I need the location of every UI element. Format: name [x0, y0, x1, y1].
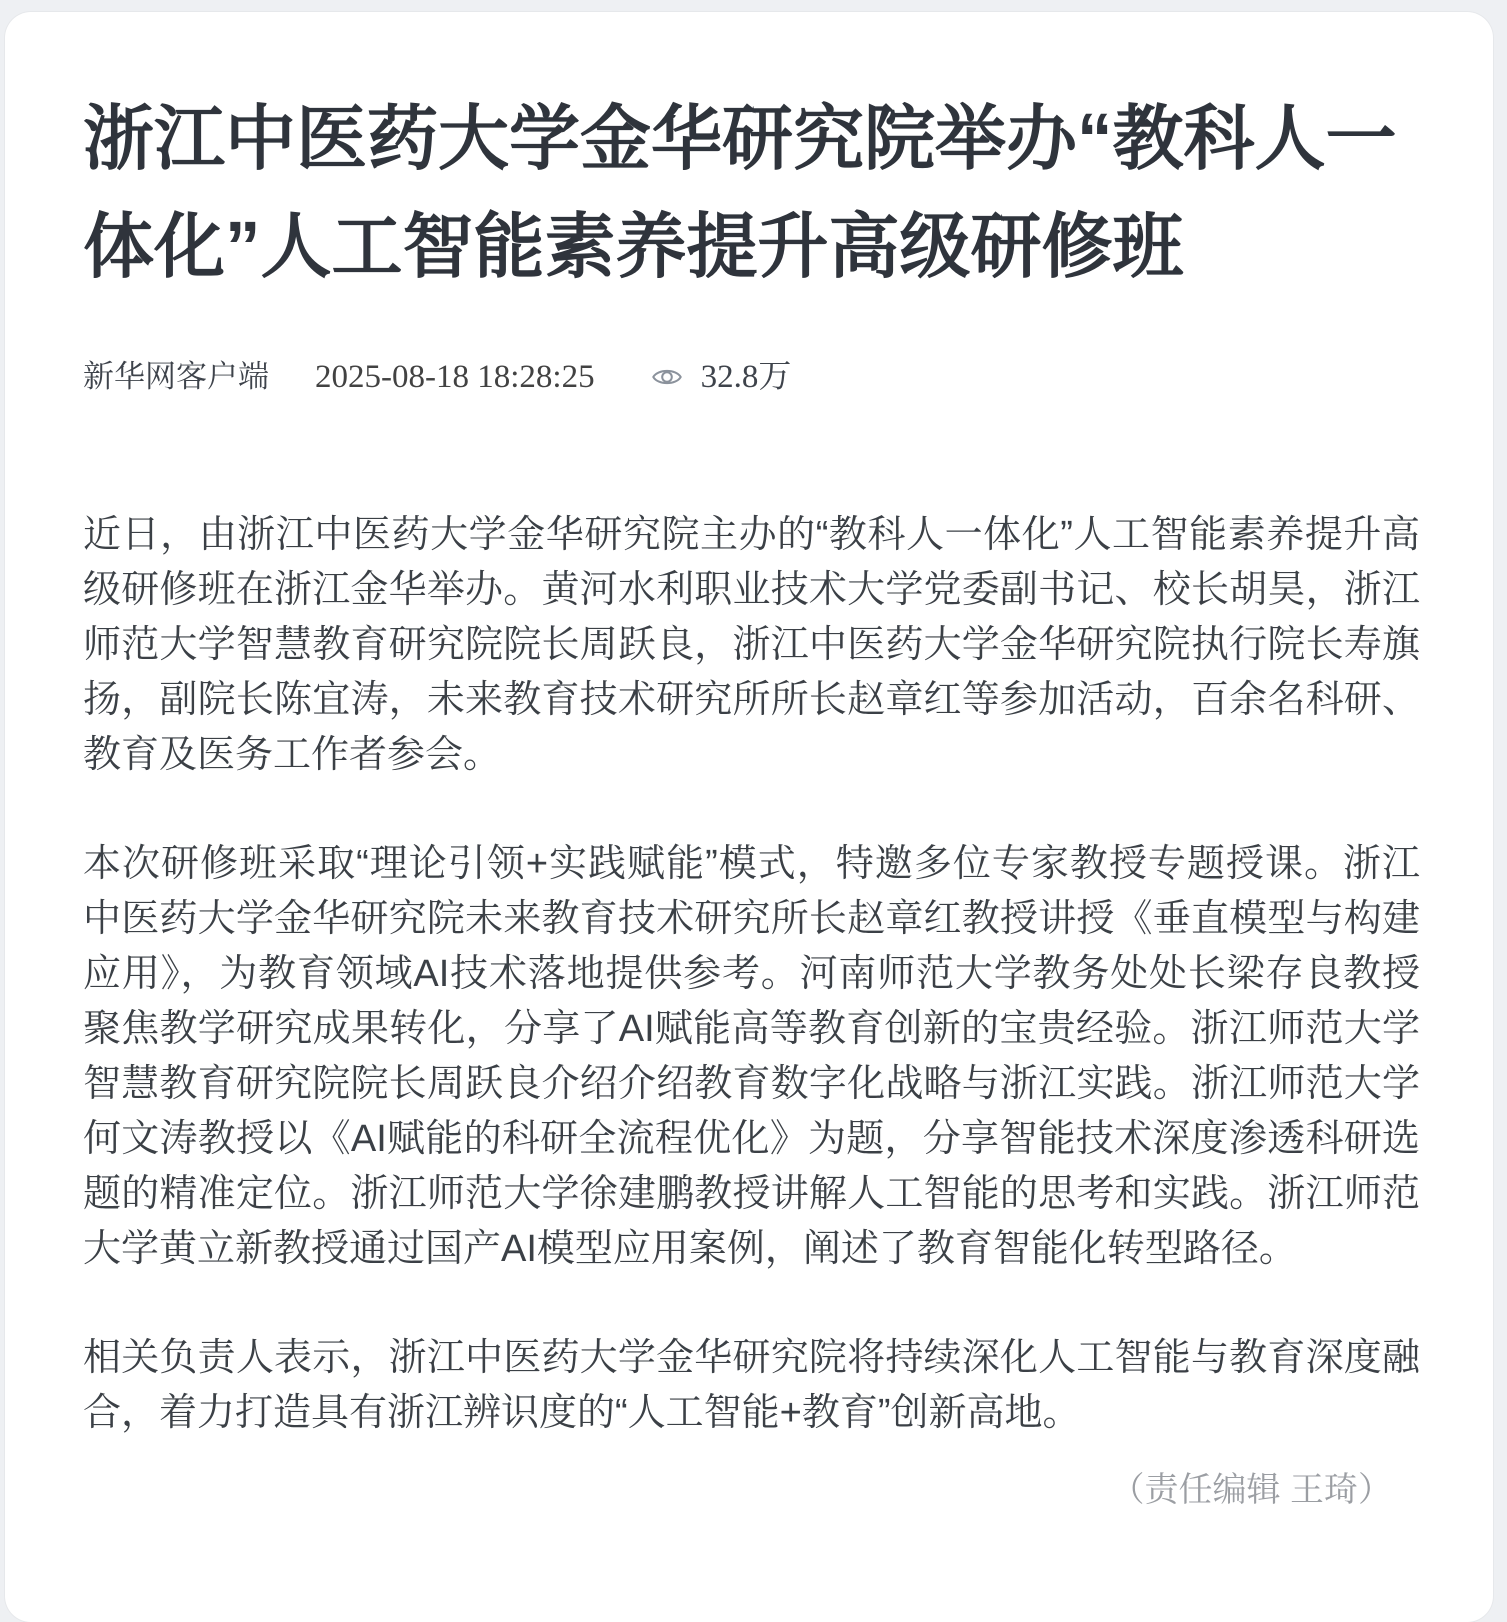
publish-datetime: 2025-08-18 18:28:25	[315, 359, 595, 395]
view-counter	[645, 354, 792, 400]
article-body	[83, 508, 1420, 1441]
editor-note: （责任编辑 王琦）	[1110, 1471, 1392, 1509]
article-card	[5, 12, 1493, 1622]
article-title: 浙江中医药大学金华研究院举办“教科人一体化”人工智能素养提升高级研修班	[83, 100, 1397, 287]
body-paragraph: 本次研修班采取“理论引领+实践赋能”模式，特邀多位专家教授专题授课。浙江中医药大学金华研究院未来教育技术研究所长赵章红教授讲授《垂直模型与构建应用》，为教育领域AI技术落地提供参考。河南师范大学教务处处长梁存良教授聚焦教学研究成果转化，分享了AI赋能高等教育创新的宝贵经验。浙江师范大学智慧教育研究院院长周跃良介绍介绍教育数字化战略与浙江实践。浙江师范大学何文涛教授以《AI赋能的科研全流程优化》为题，分享智能技术深度渗透科研选题的精准定位。浙江师范大学徐建鹏教授讲解人工智能的思考和实践。浙江师范大学黄立新教授通过国产AI模型应用案例，阐述了教育智能化转型路径。	[83, 843, 1420, 1270]
source-label: 新华网客户端	[83, 359, 269, 394]
body-paragraph: 近日，由浙江中医药大学金华研究院主办的“教科人一体化”人工智能素养提升高级研修班在浙江金华举办。黄河水利职业技术大学党委副书记、校长胡昊，浙江师范大学智慧教育研究院院长周跃良，浙江中医药大学金华研究院执行院长寿旗扬，副院长陈宜涛，未来教育技术研究所所长赵章红等参加活动，百余名科研、教育及医务工作者参会。	[83, 514, 1420, 776]
article-meta	[83, 354, 1420, 400]
eye-icon	[645, 361, 701, 393]
body-paragraph: 相关负责人表示，浙江中医药大学金华研究院将持续深化人工智能与教育深度融合，着力打造具有浙江辨识度的“人工智能+教育”创新高地。	[83, 1337, 1420, 1434]
view-count: 32.8万	[700, 359, 792, 395]
